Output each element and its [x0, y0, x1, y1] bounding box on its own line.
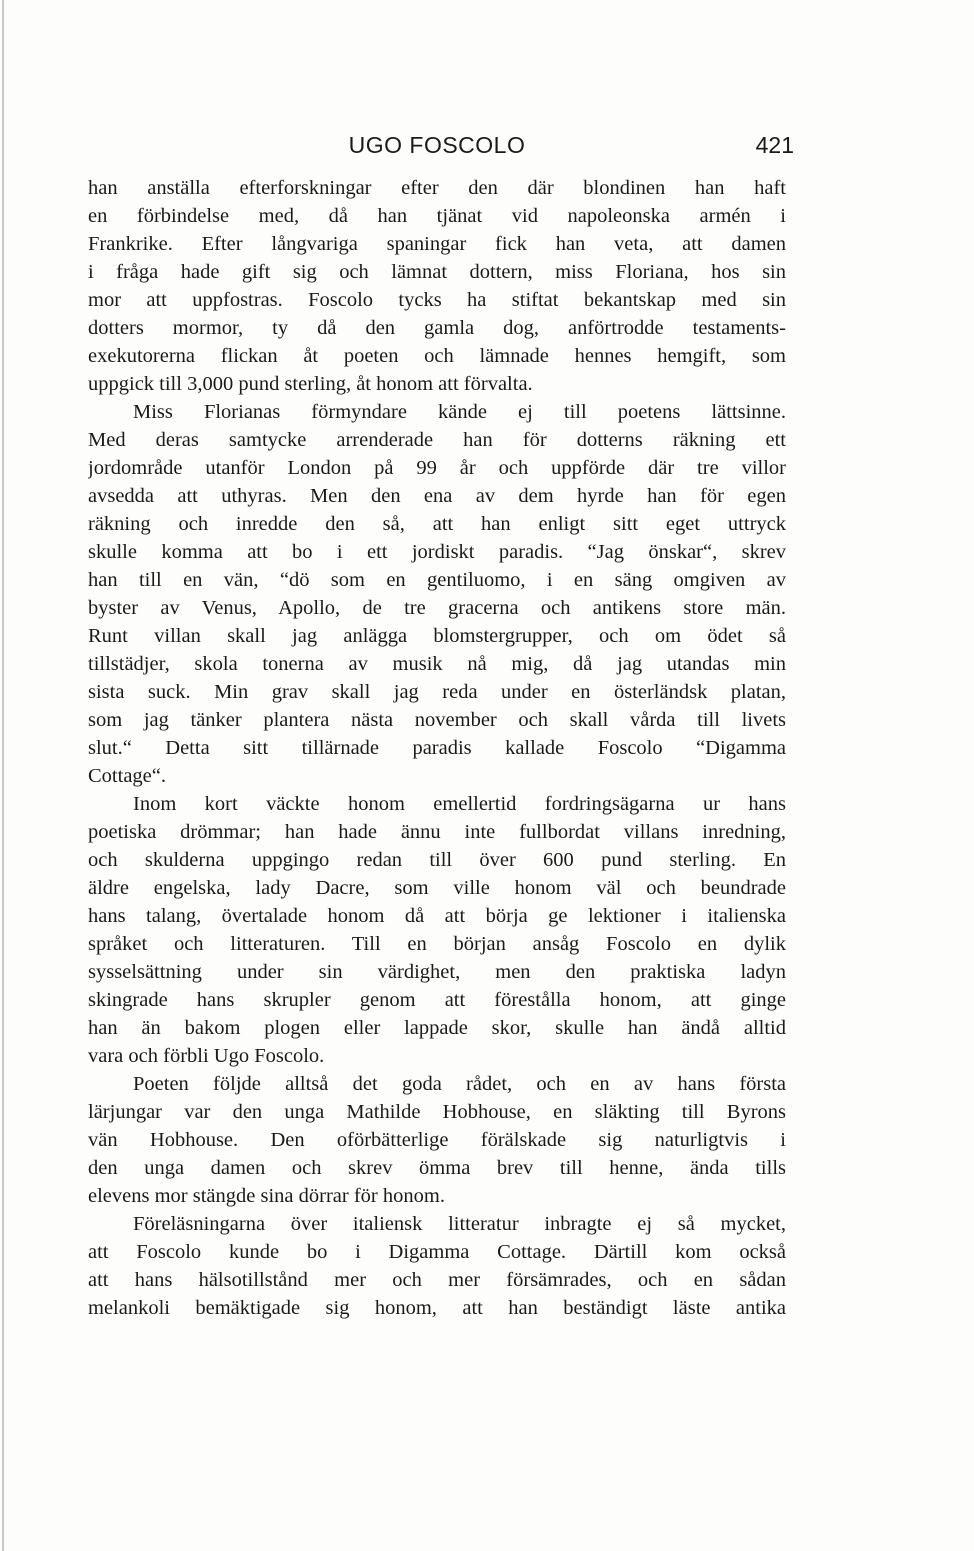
text-line: tillstädjer, skola tonerna av musik nå mig, då jag utandas min	[88, 653, 786, 675]
text-line: Poeten följde alltså det goda rådet, och en av hans första	[133, 1073, 786, 1095]
text-line: hans talang, övertalade honom då att börja ge lektioner i italienska	[88, 905, 786, 927]
text-line: att Foscolo kunde bo i Digamma Cottage. Därtill kom också	[88, 1241, 786, 1263]
text-line: språket och litteraturen. Till en början ansåg Foscolo en dylik	[88, 933, 786, 955]
page-edge	[2, 0, 4, 1551]
text-line: han än bakom plogen eller lappade skor, skulle han ändå alltid	[88, 1017, 786, 1039]
running-title: UGO FOSCOLO	[348, 132, 526, 158]
text-line: skulle komma att bo i ett jordiskt paradis. “Jag önskar“, skrev	[88, 541, 786, 563]
text-line: lärjungar var den unga Mathilde Hobhouse, en släkting till Byrons	[88, 1101, 786, 1123]
text-line: mor att uppfostras. Foscolo tycks ha stiftat bekantskap med sin	[88, 289, 786, 311]
text-line: att hans hälsotillstånd mer och mer försämrades, och en sådan	[88, 1269, 786, 1291]
text-line: Inom kort väckte honom emellertid fordringsägarna ur hans	[133, 793, 786, 815]
text-line: sista suck. Min grav skall jag reda under en österländsk platan,	[88, 681, 786, 703]
text-line: dotters mormor, ty då den gamla dog, anförtrodde testaments-	[88, 317, 786, 339]
text-line: uppgick till 3,000 pund sterling, åt honom att förvalta.	[88, 373, 533, 395]
page-header	[88, 130, 794, 164]
text-line: Runt villan skall jag anlägga blomstergrupper, och om ödet så	[88, 625, 786, 647]
text-line: Miss Florianas förmyndare kände ej till poetens lättsinne.	[133, 401, 786, 423]
text-line: Cottage“.	[88, 765, 166, 787]
body-text	[88, 174, 786, 1322]
text-line: den unga damen och skrev ömma brev till henne, ända tills	[88, 1157, 786, 1179]
text-line: Med deras samtycke arrenderade han för dotterns räkning ett	[88, 429, 786, 451]
text-line: Föreläsningarna över italiensk litteratur inbragte ej så mycket,	[133, 1213, 786, 1235]
text-line: avsedda att uthyras. Men den ena av dem hyrde han för egen	[88, 485, 786, 507]
text-line: exekutorerna flickan åt poeten och lämnade hennes hemgift, som	[88, 345, 786, 367]
text-line: äldre engelska, lady Dacre, som ville honom väl och beundrade	[88, 877, 786, 899]
page-number: 421	[755, 132, 794, 158]
text-line: och skulderna uppgingo redan till över 600 pund sterling. En	[88, 849, 786, 871]
text-line: elevens mor stängde sina dörrar för honom.	[88, 1185, 445, 1207]
text-line: sysselsättning under sin värdighet, men den praktiska ladyn	[88, 961, 786, 983]
text-line: vän Hobhouse. Den oförbätterlige förälskade sig naturligtvis i	[88, 1129, 786, 1151]
text-line: melankoli bemäktigade sig honom, att han beständigt läste antika	[88, 1297, 786, 1319]
text-line: poetiska drömmar; han hade ännu inte fullbordat villans inredning,	[88, 821, 786, 843]
text-line: räkning och inredde den så, att han enligt sitt eget uttryck	[88, 513, 786, 535]
text-line: jordområde utanför London på 99 år och uppförde där tre villor	[88, 457, 786, 479]
text-line: Frankrike. Efter långvariga spaningar fick han veta, att damen	[88, 233, 786, 255]
text-line: han anställa efterforskningar efter den där blondinen han haft	[88, 177, 786, 199]
text-line: han till en vän, “dö som en gentiluomo, i en säng omgiven av	[88, 569, 786, 591]
text-line: som jag tänker plantera nästa november och skall vårda till livets	[88, 709, 786, 731]
text-line: en förbindelse med, då han tjänat vid napoleonska armén i	[88, 205, 786, 227]
text-line: byster av Venus, Apollo, de tre gracerna och antikens store män.	[88, 597, 786, 619]
text-line: i fråga hade gift sig och lämnat dottern, miss Floriana, hos sin	[88, 261, 786, 283]
text-line: slut.“ Detta sitt tillärnade paradis kallade Foscolo “Digamma	[88, 737, 786, 759]
text-line: skingrade hans skrupler genom att förestålla honom, att ginge	[88, 989, 786, 1011]
text-line: vara och förbli Ugo Foscolo.	[88, 1045, 325, 1067]
